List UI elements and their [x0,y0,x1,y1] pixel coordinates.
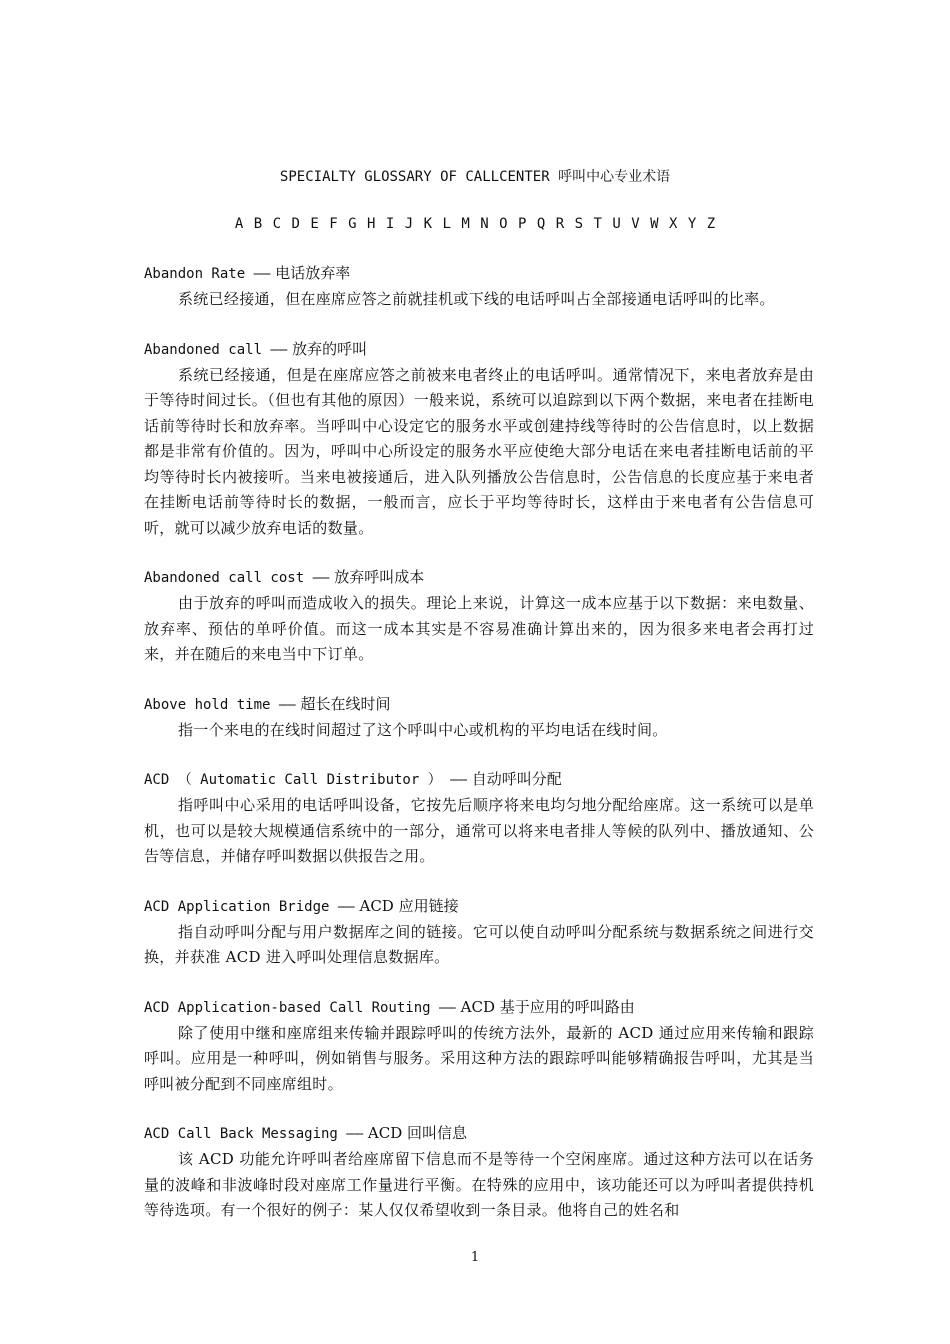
term-english: Abandoned call —— [144,341,288,358]
term-chinese: 自动呼叫分配 [467,770,562,788]
term-english: ACD Call Back Messaging —— [144,1126,364,1142]
alpha-letter[interactable]: F [329,216,338,232]
alpha-letter[interactable]: A [234,216,244,232]
alpha-letter[interactable]: S [574,216,584,232]
alpha-letter[interactable]: X [668,216,678,232]
glossary-entry [144,893,814,971]
alpha-letter[interactable]: M [461,216,470,232]
term-english: Above hold time —— [144,696,296,713]
glossary-entry [144,766,814,870]
alpha-letter[interactable]: W [650,216,659,232]
entry-definition: 由于放弃的呼叫而造成收入的损失。理论上来说，计算这一成本应基于以下数据：来电数量、放弃率、预估的单呼价值。而这一成本其实是不容易准确计算出来的，因为很多来电者会再打过来，并在随后的来电当中下订单。 [144,594,814,663]
document-title: SPECIALTY GLOSSARY OF CALLCENTER 呼叫中心专业术语 [279,169,671,185]
term-english: Abandoned call cost —— [144,570,330,586]
entry-definition: 该 ACD 功能允许呼叫者给座席留下信息而不是等待一个空闲座席。通过这种方法可以在话务量的波峰和非波峰时段对座席工作量进行平衡。在特殊的应用中，该功能还可以为呼叫者提供持机等待选项。有一个很好的例子：某人仅仅希望收到一条目录。他将自己的姓名和 [144,1150,814,1219]
alpha-letter[interactable]: D [291,216,300,232]
alpha-letter[interactable]: Q [536,216,546,232]
entry-term [144,893,814,920]
entry-term [144,691,814,718]
term-chinese: 放弃的呼叫 [287,339,368,358]
glossary-content [144,260,814,1247]
alpha-letter[interactable]: G [348,216,357,232]
glossary-entry [144,994,814,1098]
entry-definition: 系统已经接通，但是在座席应答之前被来电者终止的电话呼叫。通常情况下，来电者放弃是由于等待时间过长。（但也有其他的原因）一般来说，系统可以追踪到以下两个数据，来电者在挂断电话前等待时长和放弃率。当呼叫中心设定它的服务水平或创建持线等待时的公告信息时，以上数据都是非常有价值的。因为，呼叫中心所设定的服务水平应使绝大部分电话在来电者挂断电话前的平均等待时长内被接听。当来电被接通后，进入队列播放公告信息时，公告信息的长度应基于来电者在挂断电话前等待时长的数据，一般而言，应长于平均等待时长，这样由于来电者有公告信息可听，就可以减少放弃电话的数量。 [144,365,814,537]
alpha-letter[interactable]: U [612,216,621,232]
alpha-letter[interactable]: Y [687,216,697,232]
term-chinese: 电话放弃率 [270,264,351,282]
term-english: ACD （ Automatic Call Distributor ） —— [144,772,468,788]
entry-definition: 指呼叫中心采用的电话呼叫设备，它按先后顺序将来电均匀地分配给座席。这一系统可以是单机，也可以是较大规模通信系统中的一部分，通常可以将来电者排人等候的队列中、播放通知、公告等信息，并储存呼叫数据以供报告之用。 [144,796,814,865]
entry-definition: 指自动呼叫分配与用户数据库之间的链接。它可以使自动呼叫分配系统与数据系统之间进行交换，并获准 ACD 进入呼叫处理信息数据库。 [144,922,814,966]
entry-definition: 系统已经接通，但在座席应答之前就挂机或下线的电话呼叫占全部接通电话呼叫的比率。 [178,290,775,308]
glossary-entry [144,260,814,313]
entry-term [144,564,814,591]
alpha-letter[interactable]: K [423,216,433,232]
entry-term [144,336,814,363]
alpha-letter[interactable]: O [499,216,508,232]
alpha-letter[interactable]: J [404,216,414,232]
alpha-letter[interactable]: P [517,216,527,232]
term-english: ACD Application Bridge —— [144,898,355,915]
entry-term [144,260,814,287]
glossary-entry [144,691,814,744]
alpha-letter[interactable]: I [385,216,395,232]
entry-term [144,1120,814,1147]
alpha-letter[interactable]: T [593,216,602,232]
entry-definition: 除了使用中继和座席组来传输并跟踪呼叫的传统方法外，最新的 ACD 通过应用来传输和跟踪呼叫。应用是一种呼叫，例如销售与服务。采用这种方法的跟踪呼叫能够精确报告呼叫，尤其是当呼叫被分配到不同座席组时。 [144,1023,814,1093]
term-chinese: 超长在线时间 [295,694,391,713]
term-chinese: 放弃呼叫成本 [329,568,425,586]
glossary-entry [144,336,814,542]
term-english: Abandon Rate —— [144,266,271,282]
term-english: ACD Application-based Call Routing —— [144,999,456,1016]
term-chinese: ACD 基于应用的呼叫路由 [455,997,635,1016]
alpha-letter[interactable]: E [310,216,319,232]
entry-definition: 指一个来电的在线时间超过了这个呼叫中心或机构的平均电话在线时间。 [178,720,668,739]
glossary-entry [144,1120,814,1224]
alphabet-index [0,216,950,232]
alpha-letter[interactable]: L [442,216,451,232]
alpha-letter[interactable]: C [272,216,282,232]
page-number: 1 [470,1250,480,1265]
entry-term [144,994,814,1021]
term-chinese: ACD 应用链接 [354,896,459,915]
alpha-letter[interactable]: N [480,216,489,232]
alpha-letter[interactable]: B [253,216,263,232]
alpha-letter[interactable]: H [366,216,376,232]
alpha-letter[interactable]: Z [706,216,716,232]
glossary-entry [144,564,814,668]
alpha-letter[interactable]: R [555,216,565,232]
alpha-letter[interactable]: V [631,216,640,232]
term-chinese: ACD 回叫信息 [363,1124,468,1142]
entry-term [144,766,814,793]
